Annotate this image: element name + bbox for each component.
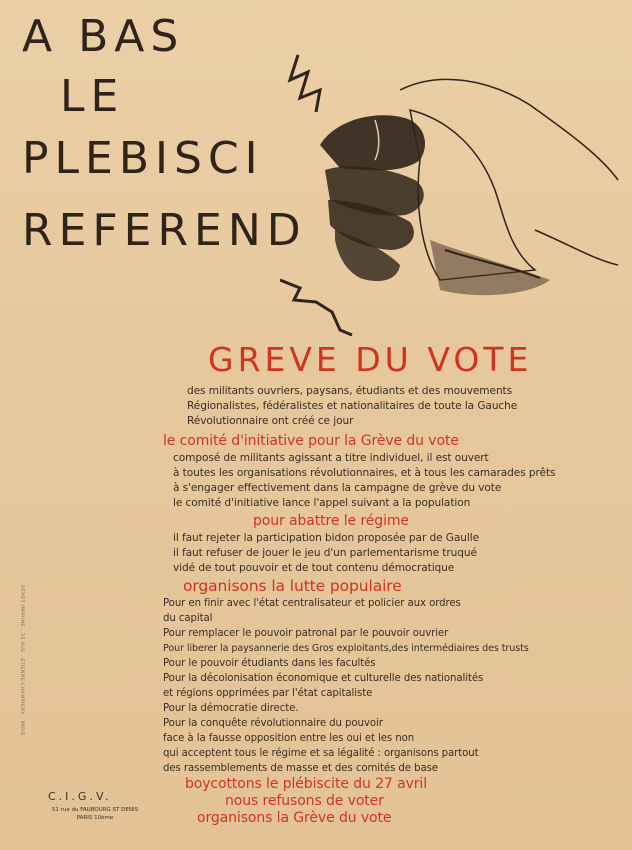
fist-illustration	[280, 50, 620, 350]
text-line: il faut refuser de jouer le jeu d'un parlementarisme truqué	[173, 547, 477, 559]
red-heading: boycottons le plébiscite du 27 avril	[185, 776, 427, 792]
headline-line-2: LE	[60, 71, 125, 122]
text-line: Pour remplacer le pouvoir patronal par le pouvoir ouvrier	[163, 628, 449, 639]
headline-line-4: REFEREND	[22, 205, 307, 256]
red-heading: organisons la Grève du vote	[197, 810, 392, 826]
text-line: à s'engager effectivement dans la campagne de grève du vote	[173, 482, 502, 494]
address-line: 51 rue du FAUBOURG ST DENIS	[51, 807, 139, 813]
text-line: Révolutionnaire ont créé ce jour	[187, 415, 354, 427]
text-line: des rassemblements de masse et des comités de base	[163, 763, 438, 774]
text-line: le comité d'initiative lance l'appel suivant a la population	[173, 497, 471, 509]
red-heading: pour abattre le régime	[253, 513, 409, 529]
text-line: vidé de tout pouvoir et de tout contenu démocratique	[173, 562, 455, 574]
text-line: Pour la conquête révolutionnaire du pouvoir	[163, 718, 383, 729]
text-line: à toutes les organisations révolutionnaires, et à tous les camarades prêts	[173, 467, 556, 479]
text-line: qui acceptent tous le régime et sa légalité : organisons partout	[163, 748, 479, 759]
title-greve-du-vote: GREVE DU VOTE	[208, 340, 533, 379]
text-line: Pour en finir avec l'état centralisateur et policier aux ordres	[163, 598, 461, 609]
red-heading: nous refusons de voter	[225, 793, 384, 809]
text-line: Régionalistes, fédéralistes et nationalitaires de toute la Gauche	[187, 400, 518, 412]
printer-imprint: DÉPÔT IMPRIMÉ . 35 RUE . ÉTIENNE CHAMPIGNY . PARIS	[19, 585, 24, 736]
headline-line-3: PLEBISCI	[22, 133, 264, 184]
text-line: composé de militants agissant a titre individuel, il est ouvert	[173, 452, 489, 464]
red-heading: le comité d'initiative pour la Grève du vote	[163, 433, 459, 449]
text-line: Pour le pouvoir étudiants dans les facultés	[163, 658, 376, 669]
signature-cigv: C.I.G.V.	[48, 790, 112, 803]
text-line: Pour la décolonisation économique et culturelle des nationalités	[163, 673, 484, 684]
text-line: du capital	[163, 613, 213, 624]
text-line: et régions opprimées par l'état capitaliste	[163, 688, 373, 699]
text-line: des militants ouvriers, paysans, étudiants et des mouvements	[187, 385, 513, 397]
red-heading: organisons la lutte populaire	[183, 577, 402, 595]
signature-address	[40, 806, 150, 822]
text-line: Pour la démocratie directe.	[163, 703, 299, 714]
text-line: il faut rejeter la participation bidon proposée par de Gaulle	[173, 532, 480, 544]
text-line: face à la fausse opposition entre les oui et les non	[163, 733, 415, 744]
headline-line-1: A BAS	[22, 11, 185, 62]
manifesto-text	[163, 384, 619, 827]
text-line: Pour liberer la paysannerie des Gros exploitants,des intermédiaires des trusts	[163, 643, 529, 654]
address-line: PARIS 10ème	[76, 815, 114, 821]
